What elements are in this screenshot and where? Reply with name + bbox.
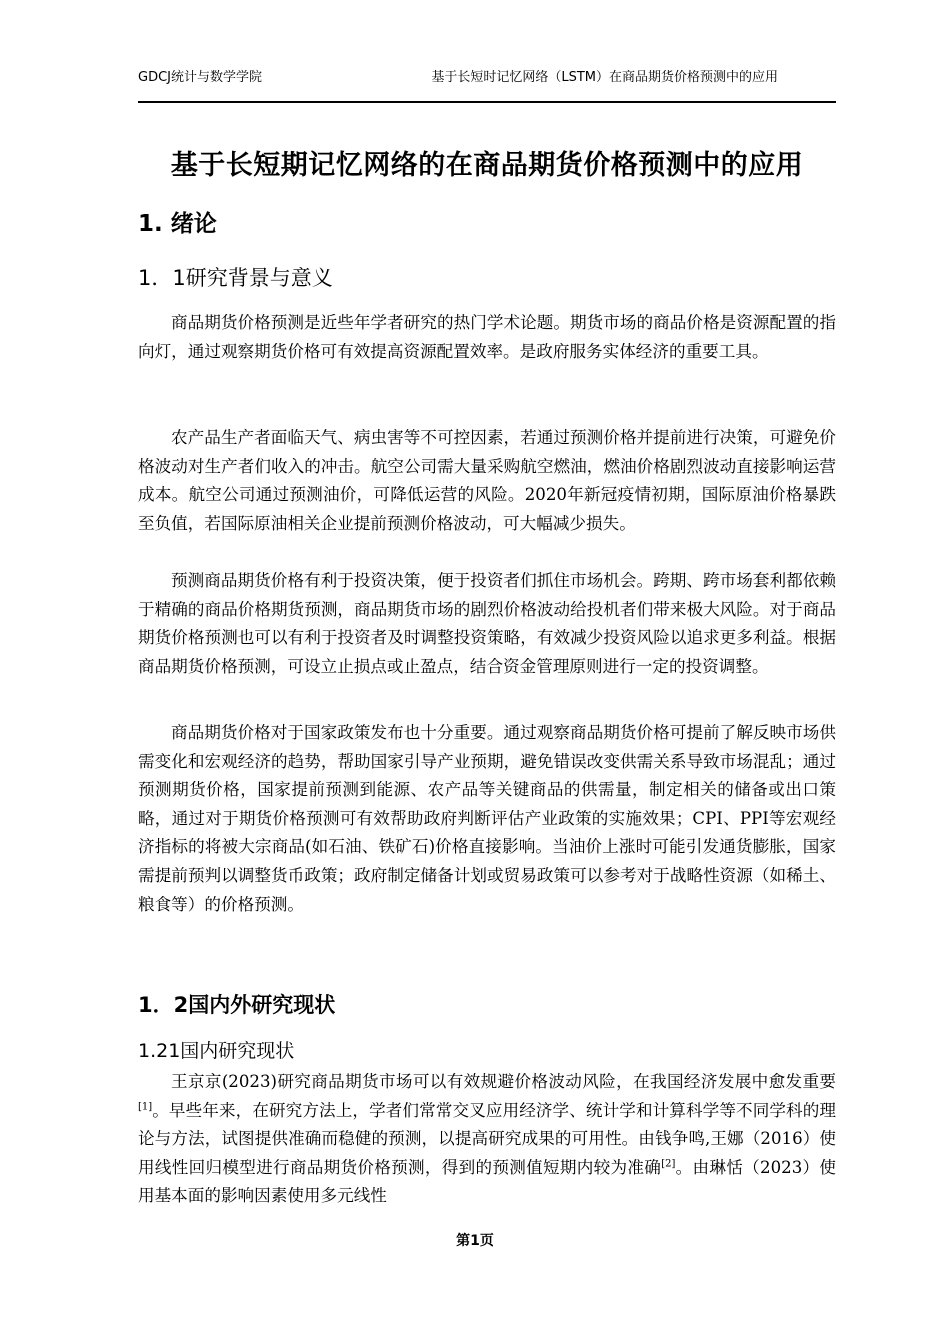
page-number: 第1页 [456,1233,494,1249]
paragraph-2: 农产品生产者面临天气、病虫害等不可控因素，若通过预测价格并提前进行决策，可避免价格波动对生产者们收入的冲击。航空公司需大量采购航空燃油，燃油价格剧烈波动直接影响运营成本。航空公司通过预测油价，可降低运营的风险。2020年新冠疫情初期，国际原油价格暴跌至负值，若国际原油相关企业提前预测价格波动，可大幅减少损失。 [138,428,836,533]
citation-2: [2] [661,1158,676,1170]
paper-title: 基于长短期记忆网络的在商品期货价格预测中的应用 [170,150,804,181]
paragraph-3: 预测商品期货价格有利于投资决策，便于投资者们抓住市场机会。跨期、跨市场套利都依赖于精确的商品价格期货预测，商品期货市场的剧烈价格波动给投机者们带来极大风险。对于商品期货价格预测也可以有利于投资者及时调整投资策略，有效减少投资风险以追求更多利益。根据商品期货价格预测，可设立止损点或止盈点，结合资金管理原则进行一定的投资调整。 [138,571,836,676]
section-heading-background: 1．1研究背景与意义 [138,266,333,290]
paragraph-1: 商品期货价格预测是近些年学者研究的热门学术论题。期货市场的商品价格是资源配置的指向灯，通过观察期货价格可有效提高资源配置效率。是政府服务实体经济的重要工具。 [138,313,836,361]
header-paper-title: 基于长短时记忆网络（LSTM）在商品期货价格预测中的应用 [431,70,778,85]
paragraph-5-part-1: 王京京(2023)研究商品期货市场可以有效规避价格波动风险，在我国经济发展中愈发重要 [171,1072,836,1091]
paragraph-4: 商品期货价格对于国家政策发布也十分重要。通过观察商品期货价格可提前了解反映市场供需变化和宏观经济的趋势，帮助国家引导产业预期，避免错误改变供需关系导致市场混乱；通过预测期货价格，国家提前预测到能源、农产品等关键商品的供需量，制定相关的储备或出口策略，通过对于期货价格预测可有效帮助政府判断评估产业政策的实施效果；CPI、PPI等宏观经济指标的将被大宗商品(如石油、铁矿石)价格直接影响。当油价上涨时可能引发通货膨胀，国家需提前预判以调整货币政策；政府制定储备计划或贸易政策可以参考对于战略性资源（如稀土、粮食等）的价格预测。 [138,723,836,914]
paragraph-5 [138,1068,836,1211]
section-heading-research-status: 1．2国内外研究现状 [138,993,336,1017]
header-rule [138,101,836,103]
section-heading-intro: 1. 绪论 [138,211,217,237]
paragraph-5-part-3: 。由琳恬（2023）使用基本面的影响因素使用多元线性 [138,1157,837,1206]
citation-1: [1] [138,1101,153,1113]
subsection-heading-domestic: 1.21国内研究现状 [138,1040,295,1062]
page-header [138,66,836,88]
header-institution: GDCJ统计与数学学院 [138,70,262,85]
paragraph-5-part-2: 。早些年来，在研究方法上，学者们常常交叉应用经济学、统计学和计算科学等不同学科的理论与方法，试图提供准确而稳健的预测，以提高研究成果的可用性。由钱争鸣,王娜（2016）使用线性回归模型进行商品期货价格预测，得到的预测值短期内较为准确 [138,1100,836,1177]
